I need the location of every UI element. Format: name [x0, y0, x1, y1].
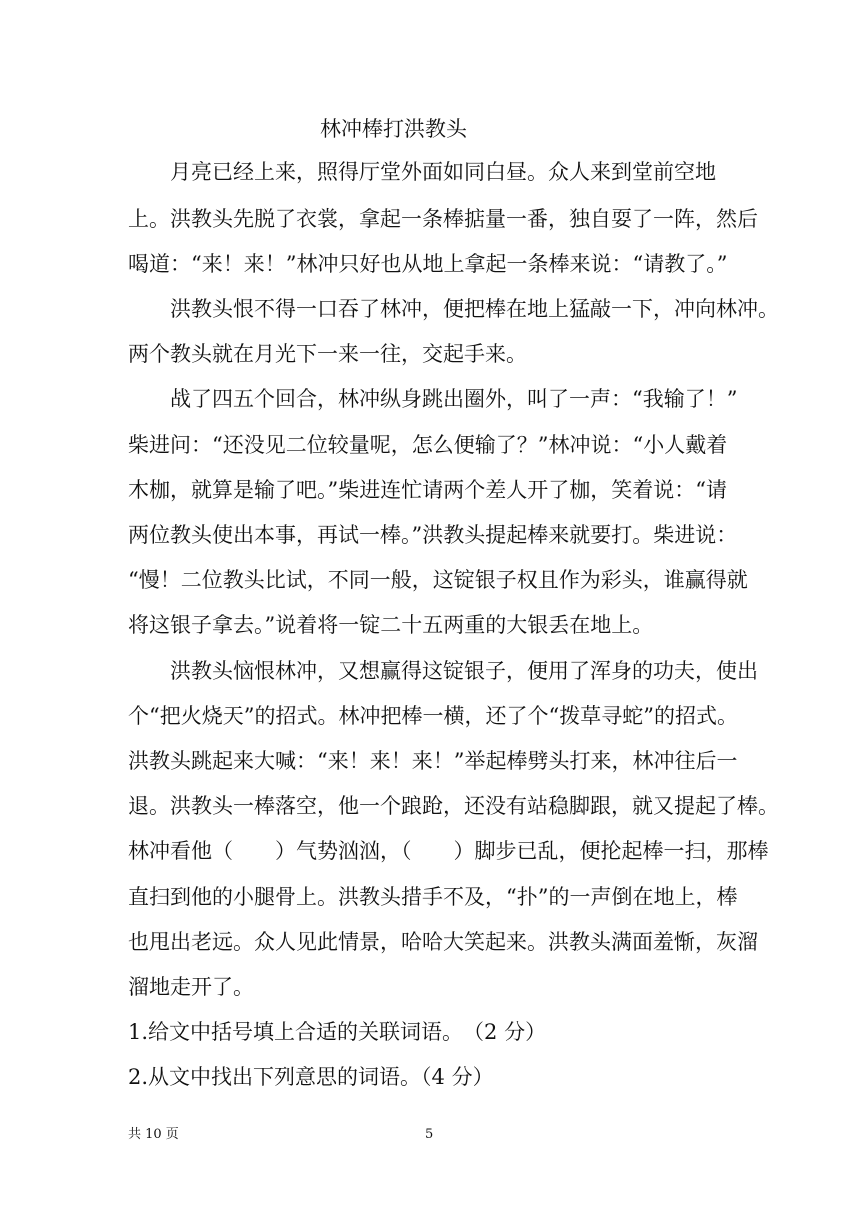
question-1: 1.给文中括号填上合适的关联词语。 （2 分）: [128, 1020, 547, 1044]
page-total: 共 10 页: [128, 1127, 179, 1142]
text-line: 洪教头恨不得一口吞了林冲，便把棒在地上猛敲一下，冲向林冲。: [170, 297, 779, 321]
text-line: 木枷，就算是输了吧。”柴进连忙请两个差人开了枷，笑着说：“请: [128, 478, 727, 502]
text-line: 洪教头跳起来大喊：“来！来！来！”举起棒劈头打来，林冲往后一: [128, 749, 738, 773]
text-line: 溜地走开了。: [128, 975, 254, 999]
text-line: “慢！二位教头比试，不同一般，这锭银子权且作为彩头，谁赢得就: [128, 568, 748, 592]
text-line: 月亮已经上来，照得厅堂外面如同白昼。众人来到堂前空地: [170, 160, 716, 184]
text-line: 个“把火烧天”的招式。林冲把棒一横，还了个“拨草寻蛇”的招式。: [128, 704, 738, 728]
text-line: 上。洪教头先脱了衣裳，拿起一条棒掂量一番，独自耍了一阵，然后: [128, 207, 758, 231]
text-line: 直扫到他的小腿骨上。洪教头措手不及，“扑”的一声倒在地上，棒: [128, 885, 738, 909]
text-line: 喝道：“来！来！”林冲只好也从地上拿起一条棒来说：“请教了。”: [128, 252, 728, 276]
passage-title: 林冲棒打洪教头: [320, 117, 467, 141]
text-line: 林冲看他（ ）气势汹汹，（ ）脚步已乱，便抡起棒一扫，那棒: [128, 839, 769, 863]
text-line: 洪教头恼恨林冲，又想赢得这锭银子，便用了浑身的功夫，使出: [170, 659, 758, 683]
text-line: 战了四五个回合，林冲纵身跳出圈外，叫了一声：“我输了！”: [170, 387, 738, 411]
page-number: 5: [425, 1127, 434, 1142]
text-line: 柴进问：“还没见二位较量呢，怎么便输了？”林冲说：“小人戴着: [128, 433, 728, 457]
text-line: 也甩出老远。众人见此情景，哈哈大笑起来。洪教头满面羞惭，灰溜: [128, 930, 758, 954]
text-line: 两位教头使出本事，再试一棒。”洪教头提起棒来就要打。柴进说：: [128, 523, 738, 547]
text-line: 退。洪教头一棒落空，他一个踉跄，还没有站稳脚跟，就又提起了棒。: [128, 794, 779, 818]
text-line: 将这银子拿去。”说着将一锭二十五两重的大银丢在地上。: [128, 613, 654, 637]
text-line: 两个教头就在月光下一来一往，交起手来。: [128, 342, 527, 366]
question-2: 2.从文中找出下列意思的词语。（4 分）: [128, 1065, 494, 1089]
